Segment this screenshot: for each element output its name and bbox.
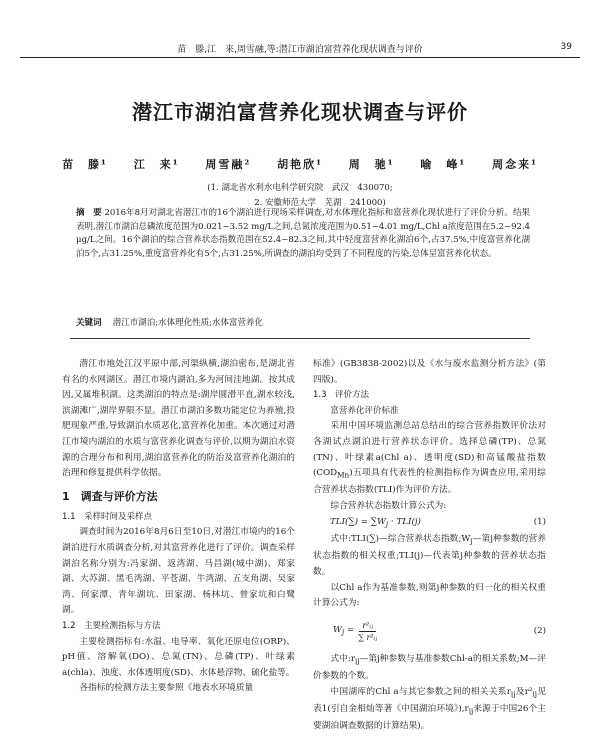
abstract-text: 2016年8月对湖北省潜江市的16个湖泊进行现场采样调查,对水体理化指标和富营养化现状进行了评价分析。结果表明,潜江市湖泊总磷浓度范围为0.021~3.52 mg/L之间,总氮浓度范围为0.51~4.01 mg/L,Chl a浓度范围在5.2~92.4 μg/L之间。16个湖泊的综合营养状态指数范围在52.4~82.3之间,其中轻度富营养化湖泊6个,占37.5%,中度富营养化湖泊5个,占31.25%,重度富营养化有5个,占31.25%,所调查的湖泊均受到了不同程度的污染,总体呈富营养化状态。 xyxy=(76,208,531,259)
author: 周念来¹ xyxy=(492,158,538,171)
fraction-denominator: ∑ r²ᵢⱼ xyxy=(358,633,378,643)
fraction-numerator: r²ᵢⱼ xyxy=(359,620,376,632)
abstract-label: 摘 要 xyxy=(76,208,102,218)
author: 周雪融² xyxy=(205,158,252,171)
author: 江 来¹ xyxy=(133,158,180,171)
running-title: 苗 滕,江 来,周雪融,等:潜江市湖泊富营养化现状调查与评价 xyxy=(177,45,423,55)
subsection-heading: 1.2 主要检测指标与方法 xyxy=(62,620,161,631)
paragraph: 调查时间为2016年8月6日至10日,对潜江市境内的16个湖泊进行水质调查分析,对其富营养化进行了评价。调查采样湖泊名称分别为:冯家湖、返湾湖、马昌湖(城中湖)、郑家湖、大苏湖、黑毛湾湖、平苍湖、牛湾湖、五支角湖、吴家湾、何家潭、青年湖坑、田家湖、杨林坑、曾家坑和白鹭湖。 xyxy=(62,527,295,616)
keywords-label: 关键词 xyxy=(76,318,102,328)
paragraph: 主要检测指标有:水温、电导率、氧化还原电位(ORP)、pH值、溶解氧(DO)、总氮(TN)、总磷(TP)、叶绿素a(chla)、浊度、水体透明度(SD)、水体悬浮物、硫化盐等。 xyxy=(62,636,295,678)
keywords-text: 潜江市湖泊;水体理化性质;水体富营养化 xyxy=(112,318,263,328)
paragraph: 式中$:r_{ij}—$第j种参数与基准参数Chl-a的相关系数;M—评价参数的个数。 xyxy=(313,653,546,682)
header-rule xyxy=(20,57,580,58)
paragraph: 综合营养状态指数计算公式为: xyxy=(330,501,447,512)
sub-subsection-heading: 富营养化评价标准 xyxy=(330,405,399,416)
subsection-heading: 1.3 评价方法 xyxy=(313,390,370,401)
keywords xyxy=(76,316,530,328)
page-number: 39 xyxy=(560,42,572,52)
paragraph: 以Chl a作为基准参数,则第j种参数的归一化的相关权重计算公式为: xyxy=(313,582,546,609)
equation-2: $W_j$ = $\frac{\text{r²ᵢⱼ}}{\text{∑ r²ᵢⱼ}}$ (2) xyxy=(333,621,546,643)
left-column xyxy=(62,357,295,697)
affiliation-2: 2. 安徽师范大学 芜湖 241000) xyxy=(254,198,386,208)
right-column xyxy=(313,357,546,735)
author: 喻 峰¹ xyxy=(420,158,467,171)
paragraph: 标准》(GB3838-2002)以及《水与废水监测分析方法》(第四版)。 xyxy=(313,359,546,385)
abstract xyxy=(76,207,530,261)
equation-number: (2) xyxy=(533,625,546,636)
intro-paragraph: 潜江市地处江汉平原中部,河渠纵横,湖泊密布,是湖北省有名的水网湖区。潜江市境内湖泊,多为河间洼地湖。按其成因,又属堆积湖。这类湖泊的特点是:湖岸圆滑平直,湖水较浅,滨湖滩广,湖岸界限不显。潜江市湖泊多数功能定位为养殖,投肥现象严重,导致湖泊水质恶化,富营养化加重。本次通过对潜江市境内湖泊的水质与富营养化调查与评价,以期为湖泊水资源的合理分布和利用,湖泊富营养化的防治及富营养化湖泊的治理和修复提供科学依据。 xyxy=(62,359,295,479)
author-list xyxy=(0,156,600,172)
author: 苗 滕¹ xyxy=(62,158,108,171)
paragraph: 采用中国环境监测总站总结出的综合营养指数评价法对各湖试点湖泊进行营养状态评价。选择总磷(TP)、总氮(TN)、叶绿素a(Chl a)、透明度(SD)和高锰酸盐指数$(COD_{Mn})$五项具有代表性的检测指标作为调查应用,采用综合营养状态指数(TLI)作为评价方法。 xyxy=(313,421,546,496)
running-header xyxy=(20,42,580,58)
paragraph: 各指标的检测方法主要参照《地表水环境质量 xyxy=(79,683,254,694)
paper-title: 潜江市湖泊富营养化现状调查与评价 xyxy=(132,100,468,124)
section-heading: 1 调查与评价方法 xyxy=(62,489,158,503)
author: 周 驰¹ xyxy=(348,158,395,171)
author: 胡艳欣¹ xyxy=(277,158,323,171)
abstract-rule xyxy=(70,338,530,339)
subsection-heading: 1.1 采样时间及采样点 xyxy=(62,511,153,522)
affiliation-1: (1. 湖北省水利水电科学研究院 武汉 430070; xyxy=(207,183,393,193)
paragraph: 式中:TLI(∑)—综合营养状态指数$;W_j—$第j种参数的营养状态指数的相关权重;TLI(j)—代表第j种参数的营养状态指数。 xyxy=(313,534,546,577)
paragraph: 中国湖库的Chl a与其它参数之间的相关关系$r_{ij}$及$r^2_{ij}$见表1(引自金相灿等著《中国湖泊环境》)$,r_{ij}$来源于中国26个主要湖泊调查数据的计算结果)。 xyxy=(313,686,547,732)
equation-1: $TLI(\sum) = \sum W_j \cdot TLI(j)$ (1) xyxy=(313,515,546,532)
equation-number: (1) xyxy=(533,516,546,527)
